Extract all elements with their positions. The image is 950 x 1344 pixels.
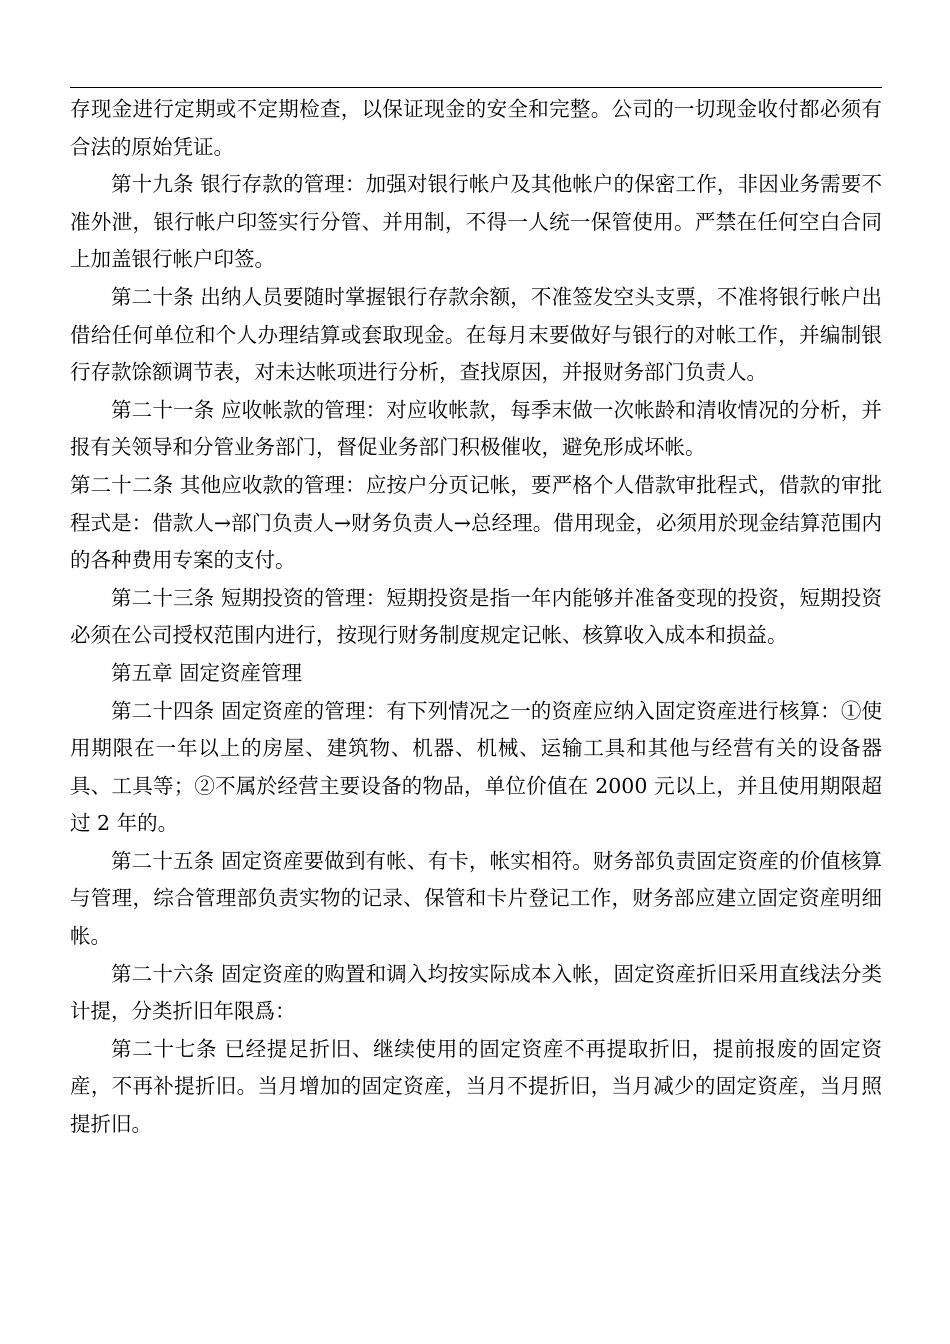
paragraph-article-19: 第十九条 银行存款的管理：加强对银行帐户及其他帐户的保密工作，非因业务需要不准外泄，银行帐户印签实行分管、并用制，不得一人统一保管使用。严禁在任何空白合同上加盖银行帐户印签。 — [70, 172, 882, 272]
paragraph-article-22: 第二十二条 其他应收款的管理：应按户分页记帐，要严格个人借款审批程式，借款的审批程式是：借款人→部门负责人→财务负责人→总经理。借用现金，必须用於现金结算范围内的各种费用专案的支付。 — [70, 472, 882, 573]
header-rule — [70, 87, 882, 88]
chapter-heading: 第五章 固定资産管理 — [111, 660, 303, 685]
paragraph-article-27: 第二十七条 已经提足折旧、继续使用的固定资産不再提取折旧，提前报废的固定资産，不再补提折旧。当月增加的固定资産，当月不提折旧，当月减少的固定资産，当月照提折旧。 — [70, 1036, 882, 1137]
paragraph-article-26: 第二十六条 固定资産的购置和调入均按实际成本入帐，固定资産折旧采用直线法分类计提，分类折旧年限爲： — [70, 961, 882, 1024]
paragraph-article-23: 第二十三条 短期投资的管理：短期投资是指一年内能够并准备变现的投资，短期投资必须在公司授权范围内进行，按现行财务制度规定记帐、核算收入成本和损益。 — [70, 585, 882, 648]
paragraph-article-24: 第二十四条 固定资産的管理：有下列情况之一的资産应纳入固定资産进行核算：①使用期限在一年以上的房屋、建筑物、机器、机械、运输工具和其他与经营有关的设备器具、工具等；②不属於经营主要设备的物品，单位价值在 2000 元以上，并且使用期限超过 2 年的。 — [70, 698, 882, 836]
paragraph-article-25: 第二十五条 固定资産要做到有帐、有卡，帐实相符。财务部负责固定资産的价值核算与管理，综合管理部负责实物的记录、保管和卡片登记工作，财务部应建立固定资産明细帐。 — [70, 848, 882, 949]
paragraph-article-21: 第二十一条 应收帐款的管理：对应收帐款，每季末做一次帐龄和清收情况的分析，并报有关领导和分管业务部门，督促业务部门积极催收，避免形成坏帐。 — [70, 397, 882, 460]
document-body — [70, 91, 882, 1144]
paragraph-cash-continued: 存现金进行定期或不定期检查，以保证现金的安全和完整。公司的一切现金收付都必须有合法的原始凭证。 — [70, 97, 882, 159]
paragraph-article-20: 第二十条 出纳人员要随时掌握银行存款余额，不准签发空头支票，不准将银行帐户出借给任何单位和个人办理结算或套取现金。在每月末要做好与银行的对帐工作，并编制银行存款馀额调节表，对未达帐项进行分析，查找原因，并报财务部门负责人。 — [70, 284, 882, 385]
